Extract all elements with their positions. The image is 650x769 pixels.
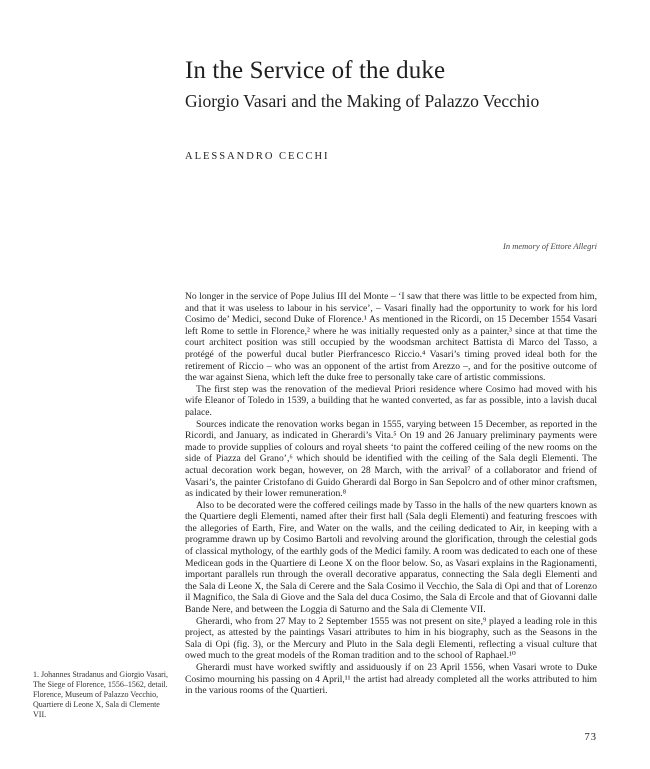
article-subtitle: Giorgio Vasari and the Making of Palazzo Vecchio — [185, 91, 540, 111]
figure-caption: 1. Johannes Stradanus and Giorgio Vasari, The Siege of Florence, 1556–1562, detail. Florence, Museum of Palazzo Vecchio, Quartiere di Leone X, Sala di Clemente VII. — [33, 670, 169, 719]
page-number: 73 — [584, 732, 597, 743]
dedication: In memory of Ettore Allegri — [503, 241, 597, 251]
paragraph: Also to be decorated were the coffered ceilings made by Tasso in the halls of the new quarters known as the Quartiere degli Elementi, named after their first hall (Sala degli Elementi) and featuring frescoes with the allegories of Earth, Fire, and Water on the walls, and the ceiling dedicated to Air, in keeping with a programme drawn up by Cosimo Bartoli and revolving around the glorification, through the celestial gods of classical mythology, of the earthly gods of the Medici family. A room was dedicated to each one of these Medicean gods in the Quartiere di Leone X on the floor below. So, as Vasari explains in the Ragionamenti, important parallels run through the overall decorative apparatus, connecting the Sala degli Elementi and the Sala di Leone X, the Sala di Cerere and the Sala Cosimo il Vecchio, the Sala di Opi and that of Lorenzo il Magnifico, the Sala di Giove and the Sala del duca Cosimo, the Sala di Ercole and that of Giovanni dalle Bande Nere, and between the Loggia di Saturno and the Sala di Clemente VII. — [185, 499, 597, 616]
paragraph: Sources indicate the renovation works began in 1555, varying between 15 December, as reported in the Ricordi, and January, as indicated in Gherardi’s Vita.⁵ On 19 and 26 January preliminary payments were made to provide supplies of colours and royal sheets ‘to paint the coffered ceiling of the new rooms on the side of Piazza del Grano’,⁶ which should be identified with the ceiling of the Sala degli Elementi. The actual decoration work began, however, on 28 March, with the arrival⁷ of a collaborator and friend of Vasari’s, the painter Cristofano di Guido Gherardi dal Borgo in San Sepolcro and of other minor craftsmen, as indicated by their lower remuneration.⁸ — [185, 418, 597, 500]
author-name: ALESSANDRO CECCHI — [185, 151, 330, 162]
paragraph: The first step was the renovation of the medieval Priori residence where Cosimo had moved with his wife Eleanor of Toledo in 1539, a building that he wanted converted, as far as possible, into a lavish ducal palace. — [185, 383, 597, 418]
paragraph: Gherardi must have worked swiftly and assiduously if on 23 April 1556, when Vasari wrote to Duke Cosimo mourning his passing on 4 April,¹¹ the artist had already completed all the works attributed to him in the various rooms of the Quartieri. — [185, 662, 597, 697]
paragraph: No longer in the service of Pope Julius III del Monte – ‘I saw that there was little to be expected from him, and that it was useless to labour in his service’, – Vasari finally had the opportunity to work for his lord Cosimo de’ Medici, second Duke of Florence.¹ As mentioned in the Ricordi, on 15 December 1554 Vasari left Rome to settle in Florence,² where he was initially requested only as a painter,³ since at that time the court architect position was still occupied by the woodsman architect Battista di Marco del Tasso, a protégé of the powerful ducal butler Pierfrancesco Riccio.⁴ Vasari’s timing proved ideal both for the retirement of Riccio – who was an opponent of the artist from Arezzo –, and for the positive outcome of the war against Siena, which left the duke free to personally take care of artistic commissions. — [185, 291, 597, 384]
article-title: In the Service of the duke — [185, 57, 446, 84]
article-body — [185, 291, 597, 697]
paragraph: Gherardi, who from 27 May to 2 September 1555 was not present on site,⁹ played a leading role in this project, as attested by the paintings Vasari attributes to him in his biography, such as the Seasons in the Sala di Opi (fig. 3), or the Mercury and Pluto in the Sala degli Elementi, reflecting a visual culture that owed much to the great models of the Roman tradition and to the school of Raphael.¹⁰ — [185, 615, 597, 662]
